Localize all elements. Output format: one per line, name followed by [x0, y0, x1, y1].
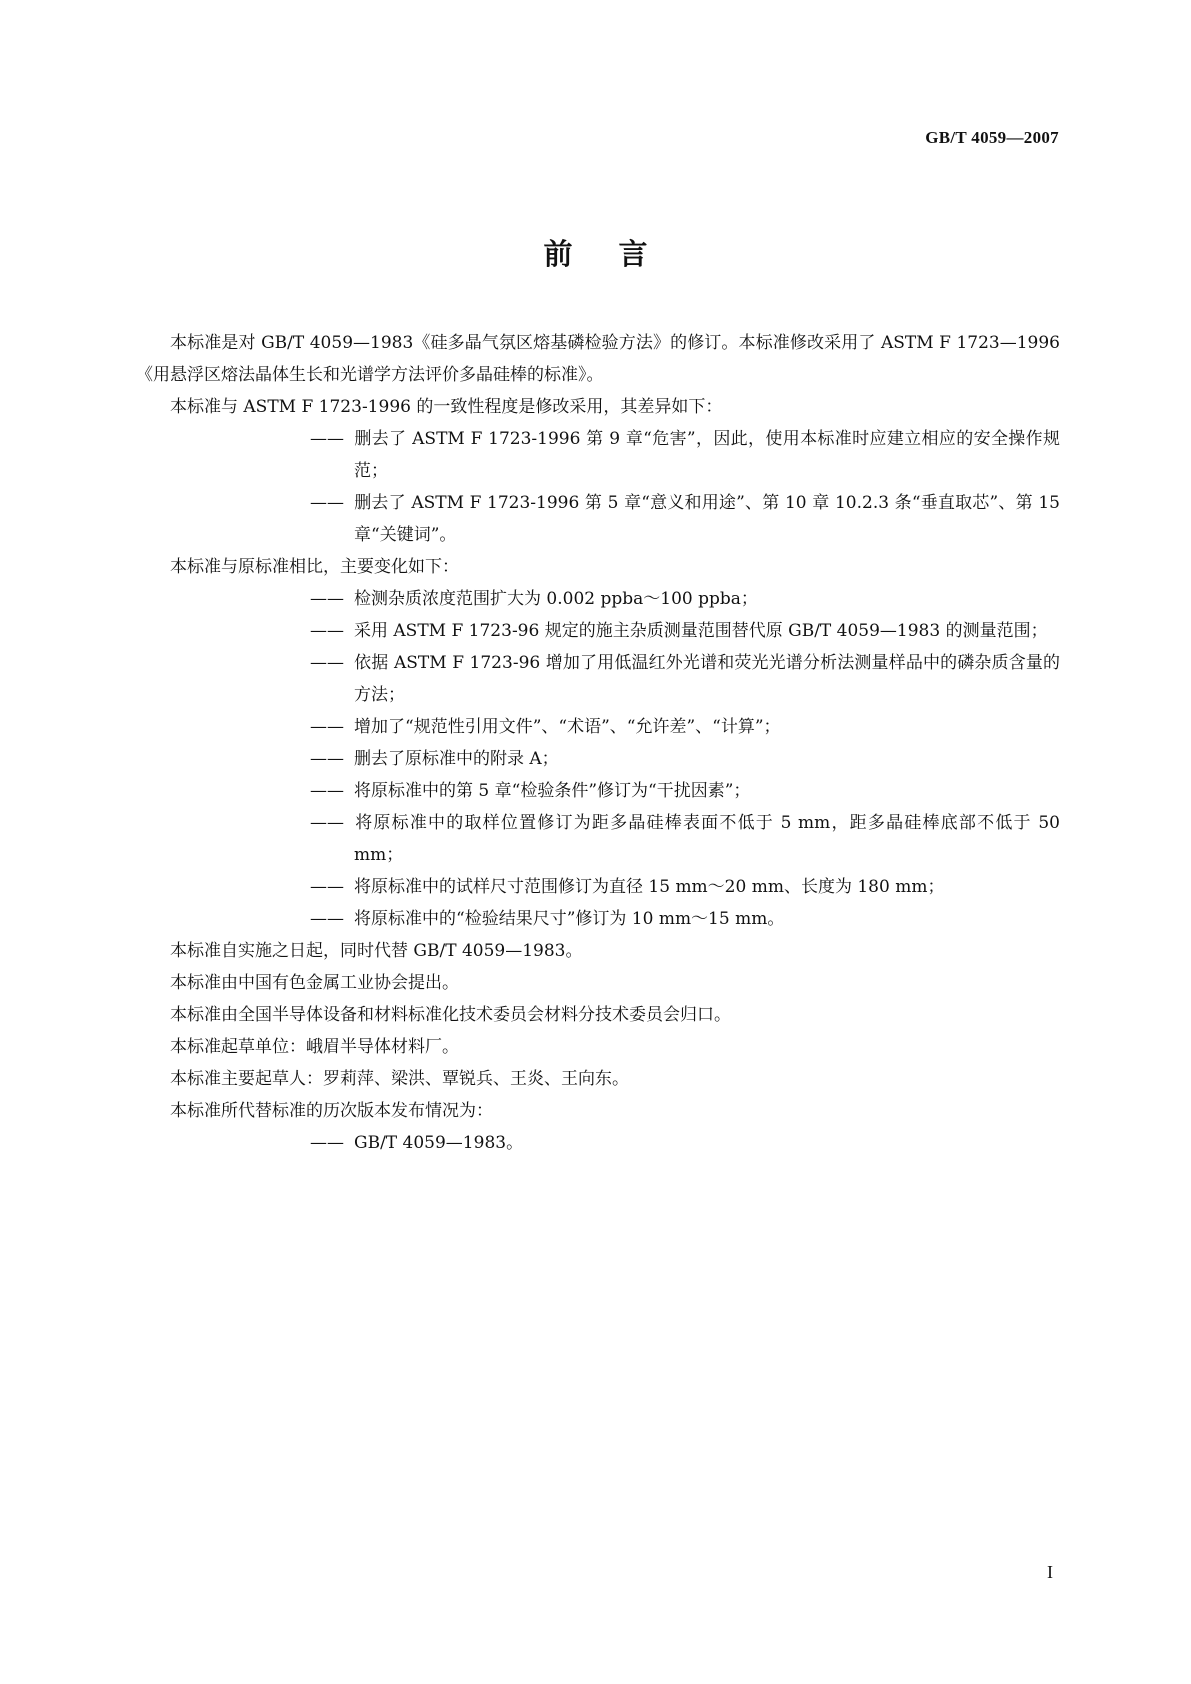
paragraph: 本标准由全国半导体设备和材料标准化技术委员会材料分技术委员会归口。	[170, 1005, 731, 1025]
list-item-text: 增加了“规范性引用文件”、“术语”、“允许差”、“计算”；	[354, 717, 781, 737]
dash-marker: ——	[310, 717, 344, 737]
paragraph: 本标准主要起草人：罗莉萍、梁洪、覃锐兵、王炎、王向东。	[170, 1069, 629, 1089]
paragraph: 本标准是对 GB/T 4059—1983《硅多晶气氛区熔基磷检验方法》的修订。本标准修改采用了 ASTM F 1723—1996《用悬浮区熔法晶体生长和光谱学方法评价多晶硅棒的标准》。	[136, 333, 1060, 385]
list-item	[136, 871, 1060, 903]
paragraph: 本标准与 ASTM F 1723-1996 的一致性程度是修改采用，其差异如下：	[170, 397, 723, 417]
list-item-text: 删去了原标准中的附录 A；	[354, 749, 559, 769]
page-number: I	[1047, 1562, 1053, 1582]
list-item-text: GB/T 4059—1983。	[354, 1133, 524, 1153]
dash-marker: ——	[310, 813, 344, 833]
list-item	[136, 743, 1060, 775]
list-item-text: 采用 ASTM F 1723-96 规定的施主杂质测量范围替代原 GB/T 4059—1983 的测量范围；	[354, 621, 1048, 641]
list-item	[136, 807, 1060, 871]
dash-marker: ——	[310, 877, 344, 897]
list-item	[136, 487, 1060, 551]
list-item-text: 检测杂质浓度范围扩大为 0.002 ppba～100 ppba；	[354, 589, 758, 609]
dash-marker: ——	[310, 589, 344, 609]
paragraph: 本标准起草单位：峨眉半导体材料厂。	[170, 1037, 459, 1057]
list-item	[136, 1127, 1060, 1159]
list-item	[136, 615, 1060, 647]
dash-marker: ——	[310, 493, 344, 513]
dash-marker: ——	[310, 749, 344, 769]
list-item-text: 将原标准中的“检验结果尺寸”修订为 10 mm～15 mm。	[354, 909, 785, 929]
list-item-text: 将原标准中的试样尺寸范围修订为直径 15 mm～20 mm、长度为 180 mm；	[354, 877, 945, 897]
paragraph: 本标准由中国有色金属工业协会提出。	[170, 973, 459, 993]
list-item-text: 删去了 ASTM F 1723-1996 第 5 章“意义和用途”、第 10 章 10.2.3 条“垂直取芯”、第 15 章“关键词”。	[354, 493, 1060, 545]
paragraph: 本标准所代替标准的历次版本发布情况为：	[170, 1101, 493, 1121]
list-item-text: 依据 ASTM F 1723-96 增加了用低温红外光谱和荧光光谱分析法测量样品中的磷杂质含量的方法；	[354, 653, 1060, 705]
dash-marker: ——	[310, 621, 344, 641]
paragraph: 本标准与原标准相比，主要变化如下：	[170, 557, 459, 577]
page-title: 前言	[543, 237, 694, 271]
list-item	[136, 775, 1060, 807]
list-item	[136, 583, 1060, 615]
standard-code: GB/T 4059—2007	[925, 128, 1059, 147]
list-item-text: 将原标准中的取样位置修订为距多晶硅棒表面不低于 5 mm，距多晶硅棒底部不低于 50 mm；	[354, 813, 1060, 865]
dash-marker: ——	[310, 1133, 344, 1153]
dash-marker: ——	[310, 909, 344, 929]
list-item-text: 删去了 ASTM F 1723-1996 第 9 章“危害”，因此，使用本标准时应建立相应的安全操作规范；	[354, 429, 1060, 481]
list-item-text: 将原标准中的第 5 章“检验条件”修订为“干扰因素”；	[354, 781, 751, 801]
paragraph: 本标准自实施之日起，同时代替 GB/T 4059—1983。	[170, 941, 583, 961]
dash-marker: ——	[310, 653, 344, 673]
list-item	[136, 903, 1060, 935]
foreword-body	[136, 327, 1060, 1159]
list-item	[136, 711, 1060, 743]
list-item	[136, 647, 1060, 711]
dash-marker: ——	[310, 429, 344, 449]
list-item	[136, 423, 1060, 487]
dash-marker: ——	[310, 781, 344, 801]
